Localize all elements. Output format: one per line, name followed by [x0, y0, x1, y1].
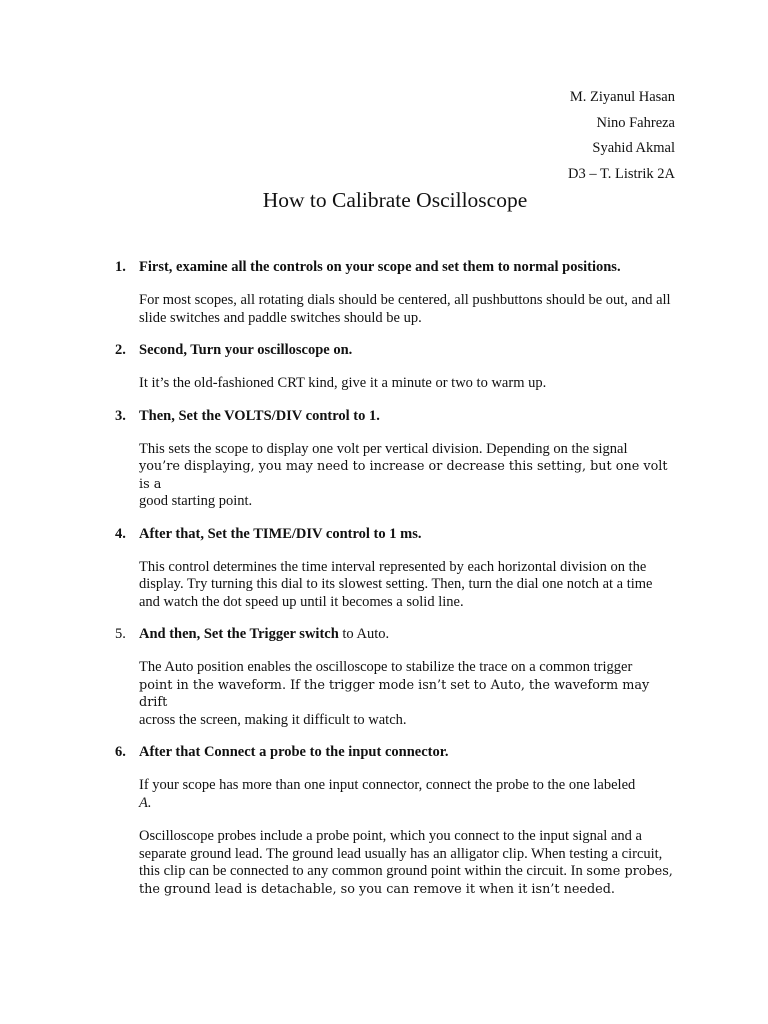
step-item — [115, 525, 675, 612]
step-heading: Second, Turn your oscilloscope on. — [139, 342, 353, 358]
step-heading — [139, 625, 675, 644]
step-heading-bold: And then, Set the Trigger switch — [139, 626, 339, 642]
paragraph-line: across the screen, making it difficult to watch. — [139, 711, 407, 728]
step-list — [115, 258, 675, 912]
step-paragraph — [139, 659, 675, 729]
connector-label: A. — [139, 794, 152, 811]
paragraph-line: The Auto position enables the oscilloscope to stabilize the trace on a common trigger — [139, 659, 633, 675]
step-number: 6. — [115, 744, 126, 760]
step-paragraph: This control determines the time interval represented by each horizontal division on the display. Try turning this dial to its slowest setting. Then, turn the dial one notch at a time and watch the dot speed up until it becomes a solid line. — [139, 558, 653, 610]
paragraph-line: This sets the scope to display one volt per vertical division. Depending on the signal — [139, 440, 628, 457]
step-heading: Then, Set the VOLTS/DIV control to 1. — [139, 407, 380, 424]
page-title: How to Calibrate Oscilloscope — [262, 188, 528, 212]
step-paragraph — [139, 828, 675, 898]
step-paragraph: For most scopes, all rotating dials should be centered, all pushbuttons should be out, and all slide switches and paddle switches should be up. — [139, 292, 671, 326]
step-item — [115, 341, 675, 393]
step-number: 4. — [115, 525, 126, 542]
author-name: Nino Fahreza — [596, 114, 675, 131]
step-paragraph — [139, 777, 675, 812]
step-item — [115, 625, 675, 729]
class-label: D3 – T. Listrik 2A — [567, 165, 675, 182]
step-heading: After that Connect a probe to the input connector. — [139, 744, 449, 760]
step-heading-rest: to Auto. — [338, 626, 390, 642]
step-number: 2. — [115, 342, 126, 358]
step-number: 1. — [115, 259, 126, 275]
step-item — [115, 258, 675, 327]
step-heading: After that, Set the TIME/DIV control to 1 ms. — [139, 525, 422, 542]
step-number: 5. — [115, 626, 126, 642]
paragraph-line: point in the waveform. If the trigger mode isn’t set to Auto, the waveform may drift — [139, 677, 650, 710]
author-name: Syahid Akmal — [592, 140, 675, 156]
paragraph-line: good starting point. — [139, 493, 253, 509]
step-heading: First, examine all the controls on your scope and set them to normal positions. — [139, 259, 621, 275]
paragraph-text: Oscilloscope probes include a probe point, which you connect to the input signal and a separate ground lead. The ground lead usually has an alligator clip. When testing a circuit, this clip can be connected to any common ground point within the circuit. In — [139, 828, 663, 879]
author-block — [568, 85, 675, 187]
paragraph-line: you’re displaying, you may need to increase or decrease this setting, but one volt is a — [139, 459, 668, 492]
step-paragraph — [139, 441, 675, 511]
step-number: 3. — [115, 407, 126, 424]
paragraph-text: some probes, the ground lead is detachable, so you can remove it when it isn’t needed. — [139, 864, 673, 897]
paragraph-text: If your scope has more than one input connector, connect the probe to the one labeled — [139, 777, 636, 793]
author-name: M. Ziyanul Hasan — [569, 89, 675, 105]
step-paragraph: It it’s the old-fashioned CRT kind, give it a minute or two to warm up. — [139, 375, 547, 391]
step-item — [115, 407, 675, 511]
step-item — [115, 743, 675, 898]
